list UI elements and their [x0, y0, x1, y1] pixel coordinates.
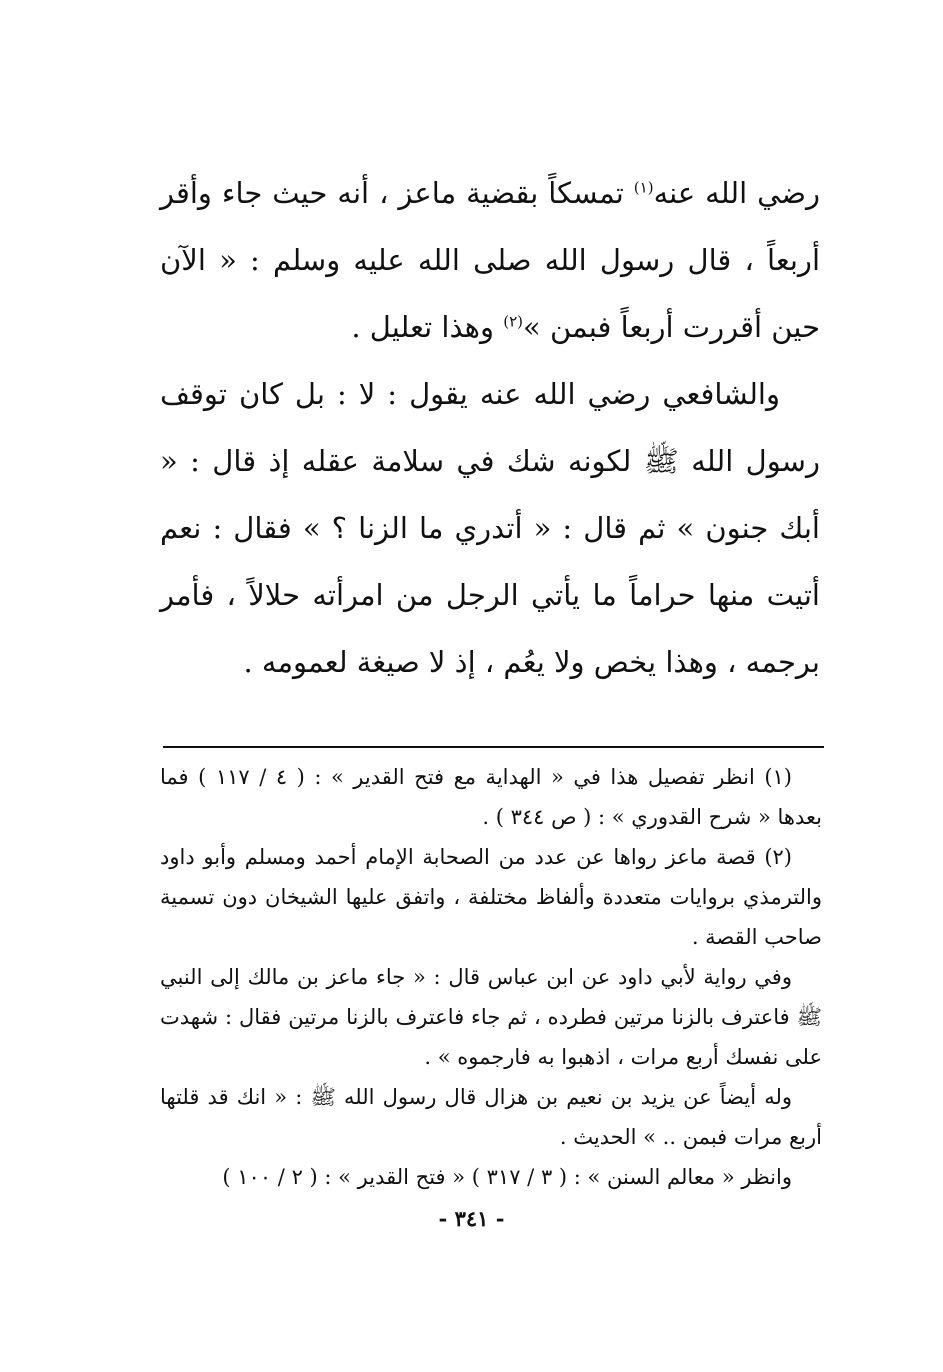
footnote-2: (٢) قصة ماعز رواها عن عدد من الصحابة الإمام أحمد ومسلم وأبو داود والترمذي بروايات متعددة وألفاظ مختلفة ، واتفق عليها الشيخان دون تسمية صاحب القصة .: [160, 845, 822, 949]
footnote-1: (١) انظر تفصيل هذا في « الهداية مع فتح القدير » : ( ٤ / ١١٧ ) فما بعدها « شرح القدوري » : ( ص ٣٤٤ ) .: [160, 765, 822, 829]
footnote-2-references: وانظر « معالم السنن » : ( ٣ / ٣١٧ ) « فتح القدير » : ( ٢ / ١٠٠ ): [222, 1165, 792, 1189]
footnote-2-yazid: وله أيضاً عن يزيد بن نعيم بن هزال قال رسول الله ﷺ : « انك قد قلتها أربع مرات فبمن .. » الحديث .: [160, 1085, 822, 1149]
footnote-marker-2: (٢): [503, 312, 523, 331]
paragraph-2: والشافعي رضي الله عنه يقول : لا : بل كان توقف رسول الله ﷺ لكونه شك في سلامة عقله إذ قال : « أبك جنون » ثم قال : « أتدري ما الزنا ؟ » فقال : نعم أتيت منها حراماً ما يأتي الرجل من امرأته حلالاً ، فأمر برجمه ، وهذا يخص ولا يعُم ، إذ لا صيغة لعمومه .: [160, 377, 820, 679]
footnote-2-abu-dawud: وفي رواية لأبي داود عن ابن عباس قال : « جاء ماعز بن مالك إلى النبي ﷺ فاعترف بالزنا مرتين فطرده ، ثم جاء فاعترف بالزنا مرتين فقال : شهدت على نفسك أربع مرات ، اذهبوا به فارجموه » .: [160, 965, 822, 1069]
paragraph-1: [160, 160, 820, 361]
page-number: - ٣٤١ -: [438, 1206, 505, 1231]
main-text: [160, 160, 820, 696]
paragraph-1-part-2: تمسكاً بقضية ماعز ، أنه حيث جاء وأقر أربعاً ، قال رسول الله صلى الله عليه وسلم : « الآن حين أقررت أربعاً فبمن »: [160, 176, 820, 344]
footnote-separator: [163, 746, 824, 748]
paragraph-1-part-1: رضي الله عنه: [653, 176, 820, 210]
footnotes: [160, 757, 822, 1197]
footnote-marker-1: (١): [633, 178, 654, 197]
paragraph-1-part-3: وهذا تعليل .: [351, 310, 504, 344]
